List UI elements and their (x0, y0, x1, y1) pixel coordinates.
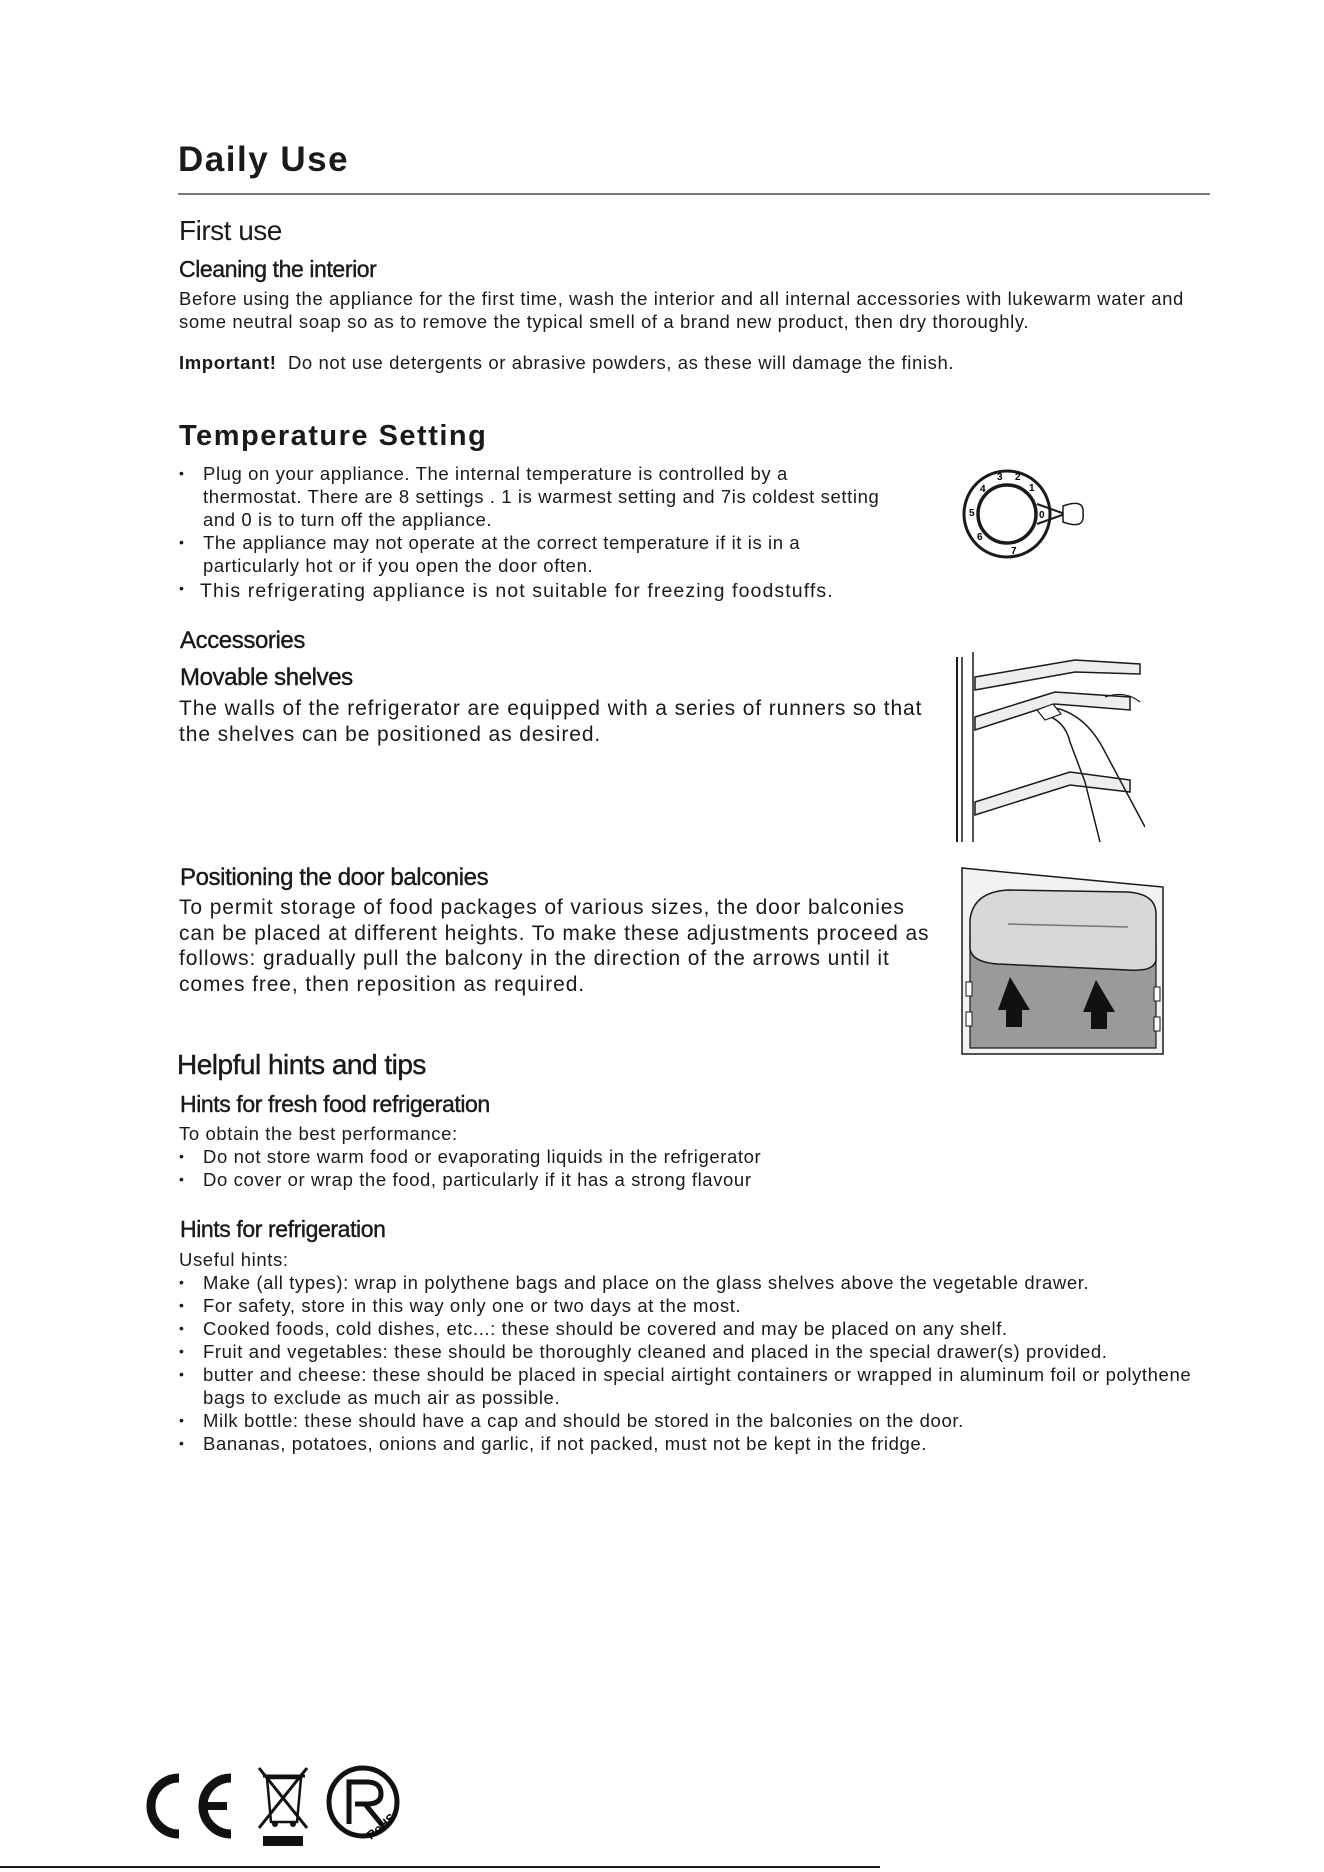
refrigeration-hints-heading: Hints for refrigeration (180, 1216, 386, 1242)
dial-number-6: 6 (977, 532, 983, 543)
dial-number-7: 7 (1011, 546, 1017, 557)
certification-marks (135, 1760, 415, 1852)
fresh-food-hints-heading: Hints for fresh food refrigeration (180, 1091, 490, 1117)
dial-number-0: 0 (1039, 510, 1045, 521)
door-balconies-text: To permit storage of food packages of various sizes, the door balconies can be placed at different heights. To make these adjustments proceed as follows: gradually pull the balcony in the direction of the arrows until it comes free, then reposition as required. (179, 896, 930, 996)
door-balconies-heading: Positioning the door balconies (180, 864, 489, 891)
accessories-heading: Accessories (180, 627, 305, 654)
refrigeration-intro: Useful hints: (179, 1249, 289, 1270)
fresh-food-bullet-1: • Do not store warm food or evaporating liquids in the refrigerator (179, 1145, 1179, 1168)
refrigeration-bullet-5: • butter and cheese: these should be placed in special airtight containers or wrapped in aluminum foil or polythene bags to exclude as much air as possible. (179, 1363, 1209, 1409)
important-text: Do not use detergents or abrasive powders, as these will damage the finish. (287, 352, 955, 373)
door-balcony-illustration (958, 862, 1168, 1057)
cleaning-interior-text: Before using the appliance for the first time, wash the interior and all internal accessories with lukewarm water and some neutral soap so as to remove the typical smell of a brand new product, then dry thoroughly. (179, 288, 1184, 332)
dial-knob (978, 485, 1036, 543)
shelves-illustration (955, 652, 1145, 847)
temperature-list (179, 462, 889, 577)
dial-drop-marker (1063, 503, 1083, 524)
temperature-bullet-3: • This refrigerating appliance is not suitable for freezing foodstuffs. (179, 580, 929, 603)
refrigeration-bullet-6: • Milk bottle: these should have a cap and should be stored in the balconies on the door. (179, 1409, 1209, 1432)
refrigeration-bullet-7: • Bananas, potatoes, onions and garlic, if not packed, must not be kept in the fridge. (179, 1432, 1209, 1455)
temperature-bullet-1: • Plug on your appliance. The internal temperature is controlled by a thermostat. There are 8 settings . 1 is warmest setting and 7is coldest setting and 0 is to turn off the appliance. (179, 462, 889, 531)
fresh-food-intro: To obtain the best performance: (179, 1123, 458, 1144)
weee-bin-icon (259, 1768, 307, 1846)
ce-mark-icon (151, 1778, 231, 1834)
thermostat-dial-illustration (955, 462, 1095, 567)
refrigeration-bullet-3: • Cooked foods, cold dishes, etc...: these should be covered and may be placed on any shelf. (179, 1317, 1209, 1340)
rohs-label: RoHS (363, 1810, 398, 1843)
important-label: Important! (179, 352, 277, 373)
dial-number-4: 4 (980, 484, 986, 495)
dial-number-5: 5 (969, 508, 975, 519)
temperature-bullet-2: • The appliance may not operate at the correct temperature if it is in a particularly hot or if you open the door often. (179, 531, 889, 577)
title-divider (178, 193, 1210, 195)
temperature-list-extra (179, 580, 929, 603)
cleaning-interior-heading: Cleaning the interior (179, 256, 377, 282)
important-note (179, 351, 1229, 374)
refrigeration-list (179, 1271, 1209, 1455)
movable-shelves-heading: Movable shelves (180, 664, 353, 691)
temperature-setting-heading: Temperature Setting (179, 420, 488, 452)
dial-number-2: 2 (1015, 472, 1021, 483)
refrigeration-bullet-1: • Make (all types): wrap in polythene bags and place on the glass shelves above the vegetable drawer. (179, 1271, 1209, 1294)
movable-shelves-text: The walls of the refrigerator are equipped with a series of runners so that the shelves can be positioned as desired. (179, 697, 923, 746)
refrigeration-bullet-2: • For safety, store in this way only one or two days at the most. (179, 1294, 1209, 1317)
first-use-heading: First use (179, 215, 282, 246)
r-rohs-mark-icon (329, 1768, 398, 1842)
bottom-rule (0, 1866, 880, 1868)
fresh-food-bullet-2: • Do cover or wrap the food, particularly if it has a strong flavour (179, 1168, 1179, 1191)
dial-number-3: 3 (997, 472, 1003, 483)
dial-number-1: 1 (1029, 483, 1035, 494)
fresh-food-list (179, 1145, 1179, 1191)
page-title: Daily Use (178, 140, 350, 179)
refrigeration-bullet-4: • Fruit and vegetables: these should be thoroughly cleaned and placed in the special drawer(s) provided. (179, 1340, 1209, 1363)
helpful-hints-heading: Helpful hints and tips (177, 1049, 426, 1080)
